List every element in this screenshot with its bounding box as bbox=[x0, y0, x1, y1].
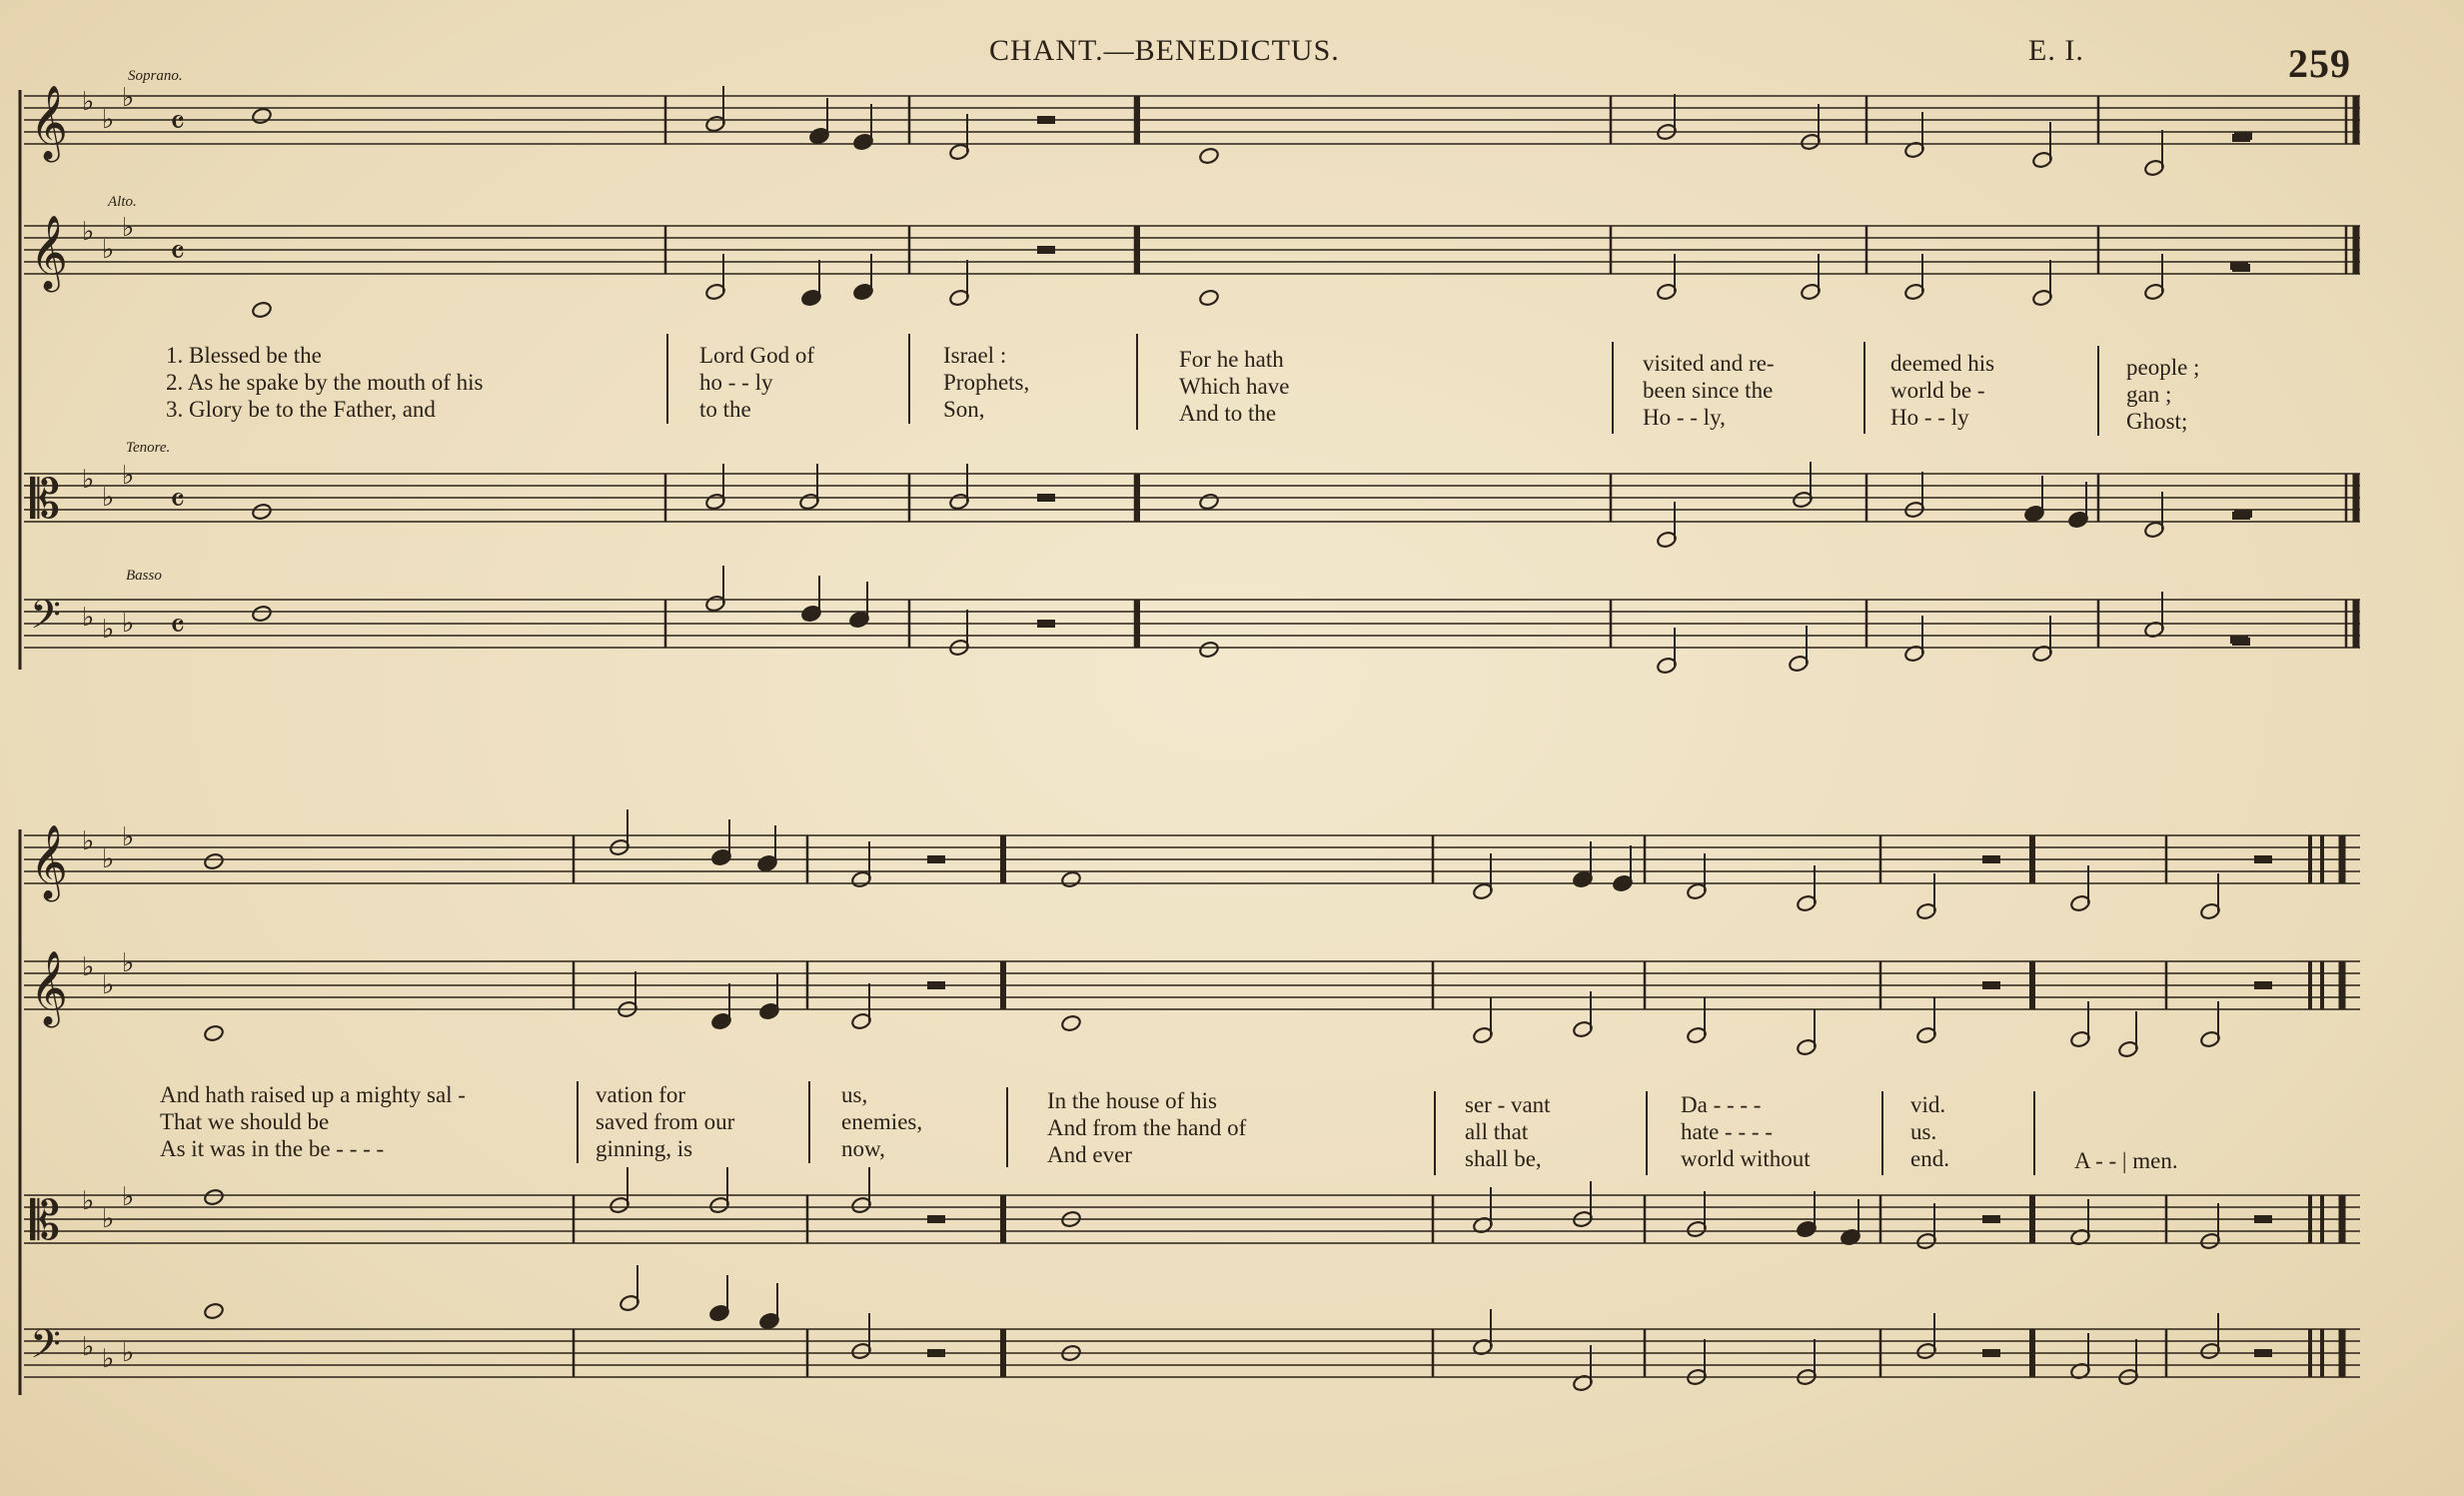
lyric-block: vid. us. end. bbox=[1910, 1092, 1949, 1171]
treble-clef-icon: 𝄞 bbox=[30, 86, 68, 160]
lyric-block: And hath raised up a mighty sal - That we should be As it was in the be - - - - bbox=[160, 1082, 466, 1161]
half-rest bbox=[2230, 636, 2248, 644]
flat-sign: ♭ bbox=[102, 235, 115, 265]
lyric-block: deemed his world be - Ho - - ly bbox=[1890, 351, 1995, 430]
common-time-icon: 𝄴 bbox=[170, 607, 186, 647]
note-head bbox=[1060, 870, 1081, 888]
bass-clef-icon: 𝄢 bbox=[30, 1321, 61, 1377]
flat-sign: ♭ bbox=[122, 461, 135, 491]
lyric-block: people ; gan ; Ghost; bbox=[2126, 355, 2200, 434]
treble-clef-icon: 𝄞 bbox=[30, 216, 68, 290]
flat-sign: ♭ bbox=[102, 844, 115, 874]
common-time-icon: 𝄴 bbox=[170, 481, 186, 521]
note-head bbox=[1060, 1014, 1081, 1032]
note-head bbox=[1198, 641, 1219, 659]
note-head bbox=[203, 1188, 224, 1206]
half-rest bbox=[1037, 494, 1055, 502]
note-head bbox=[203, 1024, 224, 1042]
half-rest bbox=[2254, 1215, 2272, 1223]
voice-label-tenor: Tenore. bbox=[126, 440, 171, 456]
note-head bbox=[251, 503, 272, 521]
flat-sign: ♭ bbox=[122, 609, 135, 639]
flat-sign: ♭ bbox=[82, 87, 95, 117]
flat-sign: ♭ bbox=[102, 615, 115, 645]
treble-clef-icon: 𝄞 bbox=[30, 951, 68, 1025]
note-head bbox=[1198, 289, 1219, 307]
half-rest bbox=[1037, 116, 1055, 124]
flat-sign: ♭ bbox=[102, 1344, 115, 1374]
flat-sign: ♭ bbox=[122, 822, 135, 852]
common-time-icon: 𝄴 bbox=[170, 103, 186, 143]
flat-sign: ♭ bbox=[102, 970, 115, 1000]
flat-sign: ♭ bbox=[122, 948, 135, 978]
half-rest bbox=[1982, 1349, 2000, 1357]
half-rest bbox=[2254, 981, 2272, 989]
half-rest bbox=[927, 855, 945, 863]
flat-sign: ♭ bbox=[82, 1332, 95, 1362]
lyric-block: us, enemies, now, bbox=[841, 1082, 923, 1161]
note-head bbox=[203, 852, 224, 870]
half-rest bbox=[2234, 132, 2252, 140]
half-rest bbox=[1037, 620, 1055, 628]
voice-label-alto: Alto. bbox=[108, 194, 137, 210]
flat-sign: ♭ bbox=[82, 465, 95, 495]
lyric-block: vation for saved from our ginning, is bbox=[596, 1082, 735, 1161]
lyric-block: A - - | men. bbox=[2074, 1148, 2178, 1173]
lyric-block: Lord God of ho - - ly to the bbox=[699, 343, 814, 422]
flat-sign: ♭ bbox=[82, 1186, 95, 1216]
half-rest bbox=[2254, 855, 2272, 863]
half-rest bbox=[1982, 1215, 2000, 1223]
half-rest bbox=[2234, 510, 2252, 518]
lyric-block: 1. Blessed be the 2. As he spake by the mouth of his 3. Glory be to the Father, and bbox=[166, 343, 484, 422]
lyric-block: Da - - - - hate - - - - world without bbox=[1681, 1092, 1811, 1171]
flat-sign: ♭ bbox=[102, 1204, 115, 1234]
bass-clef-icon: 𝄢 bbox=[30, 592, 61, 648]
flat-sign: ♭ bbox=[122, 83, 135, 113]
lyric-block: ser - vant all that shall be, bbox=[1465, 1092, 1551, 1171]
flat-sign: ♭ bbox=[122, 1338, 135, 1368]
treble-clef-icon: 𝄞 bbox=[30, 825, 68, 899]
voice-label-soprano: Soprano. bbox=[128, 68, 183, 84]
flat-sign: ♭ bbox=[122, 213, 135, 243]
note-head bbox=[1198, 493, 1219, 511]
flat-sign: ♭ bbox=[102, 483, 115, 513]
note-head bbox=[203, 1302, 224, 1320]
half-rest bbox=[2230, 262, 2248, 270]
voice-label-bass: Basso bbox=[126, 568, 162, 584]
common-time-icon: 𝄴 bbox=[170, 233, 186, 273]
lyric-block: For he hath Which have And to the bbox=[1179, 347, 1290, 426]
half-rest bbox=[927, 981, 945, 989]
flat-sign: ♭ bbox=[82, 603, 95, 633]
tenor-clef-icon: 𝄡 bbox=[30, 468, 61, 531]
half-rest bbox=[2254, 1349, 2272, 1357]
page-number: 259 bbox=[2288, 41, 2351, 86]
flat-sign: ♭ bbox=[122, 1182, 135, 1212]
flat-sign: ♭ bbox=[82, 826, 95, 856]
page-title: CHANT.—BENEDICTUS. bbox=[989, 34, 1340, 67]
half-rest bbox=[1982, 981, 2000, 989]
note-head bbox=[1198, 147, 1219, 165]
key-mark: E. I. bbox=[2028, 34, 2084, 67]
note-head bbox=[251, 107, 272, 125]
lyric-block: visited and re- been since the Ho - - ly, bbox=[1643, 351, 1775, 430]
note-head bbox=[251, 301, 272, 319]
flat-sign: ♭ bbox=[82, 952, 95, 982]
lyric-block: In the house of his And from the hand of And ever bbox=[1047, 1088, 1247, 1167]
flat-sign: ♭ bbox=[82, 217, 95, 247]
half-rest bbox=[927, 1215, 945, 1223]
half-rest bbox=[1037, 246, 1055, 254]
flat-sign: ♭ bbox=[102, 105, 115, 135]
half-rest bbox=[1982, 855, 2000, 863]
tenor-clef-icon: 𝄡 bbox=[30, 1189, 61, 1252]
note-head bbox=[251, 605, 272, 623]
lyric-block: Israel : Prophets, Son, bbox=[943, 343, 1030, 422]
half-rest bbox=[927, 1349, 945, 1357]
